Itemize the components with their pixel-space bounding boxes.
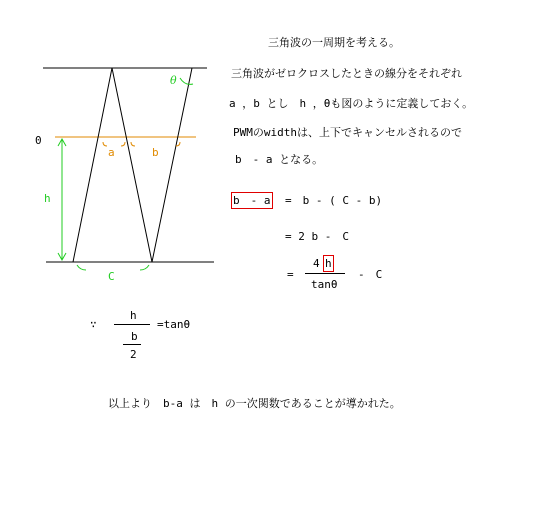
explanation-line-2: a ，b とし h ，θも図のように定義しておく。 bbox=[229, 97, 474, 110]
derivation-eq-3-fraction-bar bbox=[305, 273, 345, 274]
explanation-line-1: 三角波がゼロクロスしたときの線分をそれぞれ bbox=[231, 67, 462, 80]
derivation-eq-3-num-coef: 4 bbox=[313, 257, 320, 270]
b-bracket-left bbox=[131, 142, 135, 146]
c-label: C bbox=[108, 270, 115, 283]
because-main-fraction-bar bbox=[114, 324, 150, 325]
because-symbol: ∵ bbox=[90, 318, 97, 331]
a-label: a bbox=[108, 146, 115, 159]
a-bracket-right bbox=[121, 142, 125, 146]
derivation-eq-2: = 2 b - C bbox=[285, 230, 349, 243]
b-label: b bbox=[152, 146, 159, 159]
explanation-title: 三角波の一周期を考える。 bbox=[268, 36, 400, 49]
c-bracket-left bbox=[77, 265, 86, 270]
derivation-eq-3-den: tanθ bbox=[311, 278, 338, 291]
conclusion-text: 以上より b-a は h の一次関数であることが導かれた。 bbox=[108, 397, 401, 410]
derivation-eq-3-equals: = bbox=[287, 268, 294, 281]
because-den-den: 2 bbox=[130, 348, 137, 361]
theta-arc bbox=[180, 78, 193, 84]
c-bracket-right bbox=[140, 265, 149, 270]
explanation-line-3: PWMのwidthは、上下でキャンセルされるので bbox=[233, 126, 462, 139]
theta-label: θ bbox=[170, 74, 177, 87]
triangle-wave bbox=[73, 68, 192, 262]
derivation-eq-1: = b - ( C - b) bbox=[285, 194, 383, 207]
derivation-lhs-highlighted: b - a bbox=[233, 194, 271, 207]
because-rhs: =tanθ bbox=[157, 318, 191, 331]
because-sub-fraction-bar bbox=[123, 344, 141, 345]
because-den-num: b bbox=[131, 330, 138, 343]
a-bracket-left bbox=[103, 142, 107, 146]
h-label: h bbox=[44, 192, 51, 205]
derivation-eq-3-num-h-highlighted: h bbox=[325, 257, 332, 270]
explanation-line-4: b - a となる。 bbox=[235, 153, 324, 166]
because-num: h bbox=[130, 309, 137, 322]
derivation-eq-3-tail: - C bbox=[358, 268, 383, 281]
zero-label: 0 bbox=[35, 134, 42, 147]
